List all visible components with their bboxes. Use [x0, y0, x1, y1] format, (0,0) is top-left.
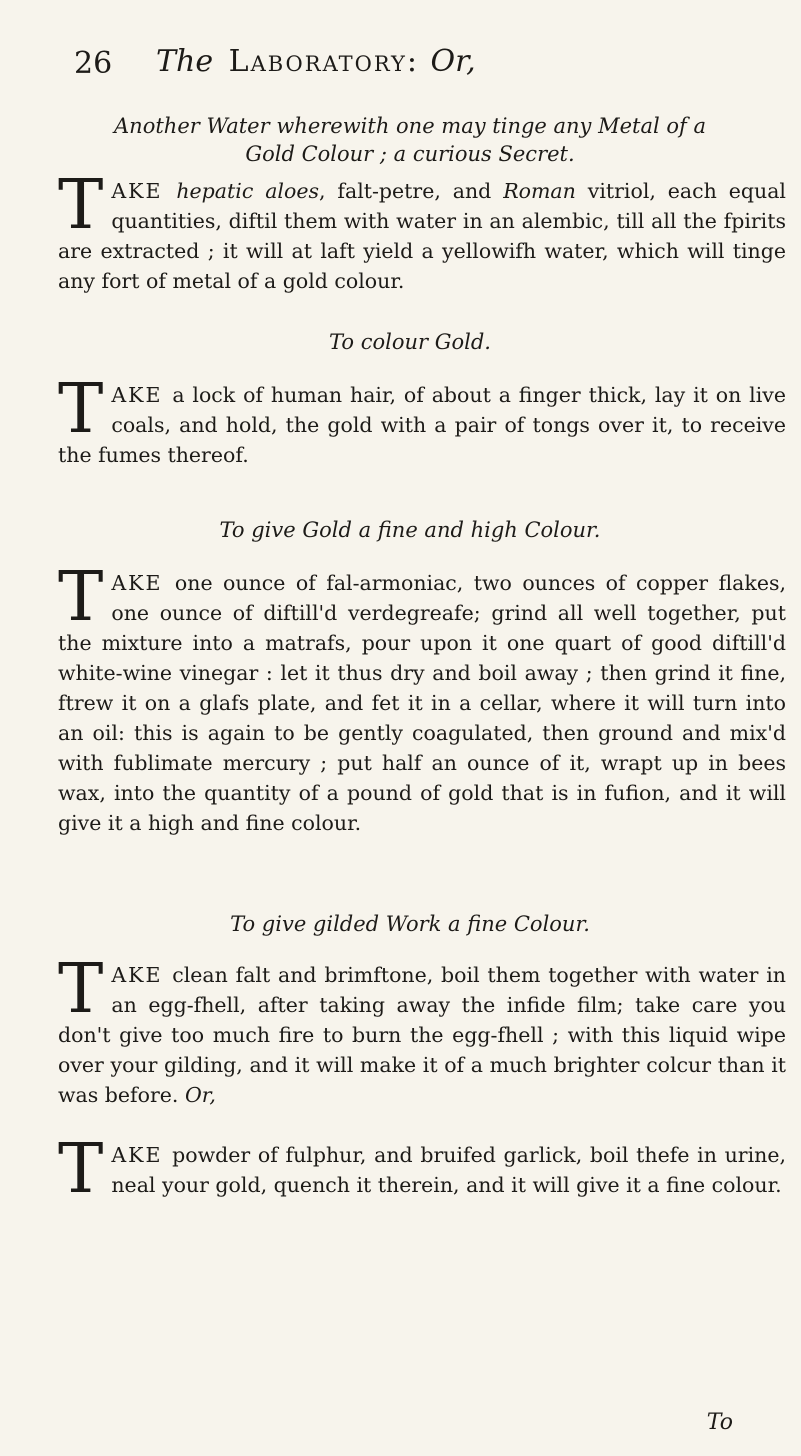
italic-term: Roman: [503, 179, 576, 203]
paragraph-text: clean falt and brimftone, boil them together with water in an egg-fhell, after taking away the infide film; take care you don't give too much fire to burn the egg-fhell ; with this liquid wipe over your gilding, and it will make it of a much brighter colcur than it was before.: [58, 963, 786, 1107]
running-title: [156, 44, 476, 79]
italic-term: hepatic aloes: [176, 179, 319, 203]
catchword: To: [706, 1410, 733, 1435]
lead-word: AKE: [111, 571, 175, 595]
paragraph-text: a lock of human hair, of about a finger thick, lay it on live coals, and hold, the gold with a pair of tongs over it, to receive the fumes thereof.: [58, 383, 786, 467]
recipe-paragraph: [58, 1130, 786, 1209]
heading-line: Another Water wherewith one may tinge any Metal of a: [114, 114, 706, 138]
lead-word: AKE: [111, 383, 173, 407]
lead-word: AKE: [111, 179, 177, 203]
lead-word: AKE: [111, 1143, 173, 1167]
drop-cap: T: [58, 370, 104, 449]
title-word: Laboratory:: [228, 44, 431, 79]
title-or: Or,: [430, 44, 476, 79]
drop-cap: T: [58, 558, 104, 637]
heading-line: To give Gold a fine and high Colour.: [219, 518, 601, 542]
running-header: [74, 44, 754, 88]
section-heading: [60, 328, 760, 356]
paragraph-text: powder of fulphur, and bruifed garlick, boil thefe in urine, neal your gold, quench it therein, and it will give it a fine colour.: [111, 1143, 786, 1197]
paragraph-text: one ounce of fal-armoniac, two ounces of copper flakes, one ounce of diftill'd verdegreafe; grind all well together, put the mixture into a matrafs, pour upon it one quart of good diftill'd white-wine vinegar : let it thus dry and boil away ; then grind it fine, ftrew it on a glafs plate, and fet it in a cellar, where it will turn into an oil: this is again to be gently coagulated, then ground and mix'd with fublimate mercury ; put half an ounce of it, wrapt up in bees wax, into the quantity of a pound of gold that is in fufion, and it will give it a high and fine colour.: [58, 571, 786, 835]
heading-line: Gold Colour ; a curious Secret.: [245, 142, 575, 166]
italic-term: Or,: [184, 1083, 216, 1107]
drop-cap: T: [58, 166, 104, 245]
recipe-paragraph: [58, 558, 786, 838]
drop-cap: T: [58, 950, 104, 1029]
heading-line: To colour Gold.: [329, 330, 491, 354]
recipe-paragraph: [58, 950, 786, 1110]
title-the: The: [156, 44, 214, 79]
recipe-paragraph: [58, 166, 786, 296]
section-heading: [60, 516, 760, 544]
recipe-paragraph: [58, 370, 786, 470]
page-number: 26: [74, 46, 113, 81]
paragraph-text: vitriol, each equal quantities, diftil them with water in an alembic, till all the fpirits are extracted ; it will at laft yield a yellowifh water, which will tinge any fort of metal of a gold colour.: [58, 179, 786, 293]
paragraph-text: , falt-petre, and: [318, 179, 504, 203]
section-heading: [60, 910, 760, 938]
drop-cap: T: [58, 1130, 104, 1209]
heading-line: To give gilded Work a fine Colour.: [230, 912, 590, 936]
lead-word: AKE: [111, 963, 173, 987]
section-heading: [60, 112, 760, 168]
